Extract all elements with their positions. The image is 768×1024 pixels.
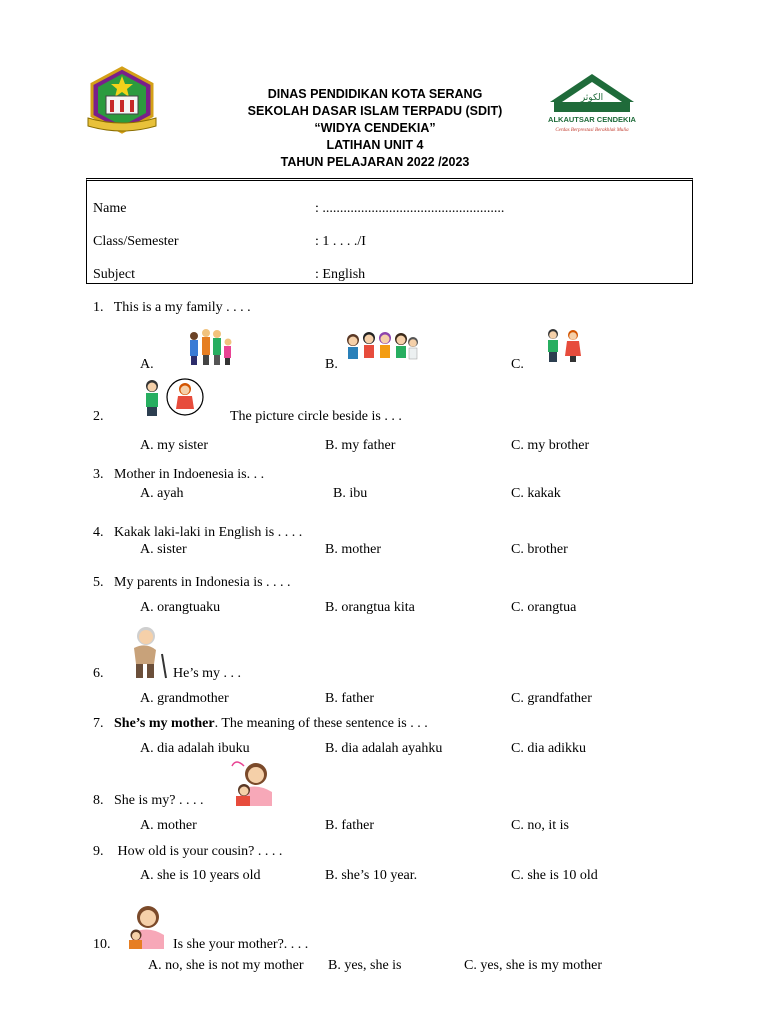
- q6-option-c[interactable]: C. grandfather: [511, 691, 592, 706]
- name-field[interactable]: : ....................................................: [315, 201, 505, 216]
- q4-option-c[interactable]: C. brother: [511, 542, 568, 557]
- question-6-number: 6.: [93, 666, 104, 681]
- question-6-text: He’s my . . .: [173, 666, 242, 681]
- subject-label: Subject: [93, 267, 135, 282]
- mother-and-child-picture: [124, 905, 168, 949]
- question-4: [93, 525, 302, 541]
- logo-right-name: ALKAUTSAR CENDEKIA: [548, 115, 636, 124]
- q8-option-b[interactable]: B. father: [325, 818, 374, 833]
- question-3: [93, 467, 264, 483]
- question-text: Mother in Indoenesia is. . .: [114, 467, 265, 482]
- q7-option-b[interactable]: B. dia adalah ayahku: [325, 741, 443, 756]
- question-8: [93, 793, 203, 809]
- question-text: How old is your cousin? . . . .: [117, 844, 283, 859]
- q4-option-b[interactable]: B. mother: [325, 542, 381, 557]
- subject-value: : English: [315, 267, 366, 282]
- q2-option-b[interactable]: B. my father: [325, 438, 396, 453]
- class-semester-field[interactable]: : 1 . . . ./I: [315, 234, 366, 249]
- alkautsar-cendekia-logo: [544, 72, 640, 136]
- name-label: Name: [93, 201, 127, 216]
- header-line-4: LATIHAN UNIT 4: [326, 138, 424, 152]
- question-10-number: 10.: [93, 937, 111, 952]
- q9-option-b[interactable]: B. she’s 10 year.: [325, 868, 418, 883]
- header-line-3: “WIDYA CENDEKIA”: [314, 121, 436, 135]
- q8-option-c[interactable]: C. no, it is: [511, 818, 569, 833]
- q4-option-a[interactable]: A. sister: [140, 542, 187, 557]
- q5-option-a[interactable]: A. orangtuaku: [140, 600, 221, 615]
- kota-serang-emblem-logo: [86, 66, 158, 134]
- question-5: [93, 575, 291, 591]
- q1-option-b[interactable]: B.: [325, 357, 338, 372]
- logo-right-tagline: Cerdas Berprestasi Berakhlak Mulia: [555, 128, 629, 133]
- q2-option-c[interactable]: C. my brother: [511, 438, 590, 453]
- question-text: My parents in Indonesia is . . . .: [114, 575, 291, 590]
- question-2-number: 2.: [93, 409, 104, 424]
- header-line-1: DINAS PENDIDIKAN KOTA SERANG: [267, 87, 483, 101]
- q9-option-a[interactable]: A. she is 10 years old: [140, 868, 261, 883]
- document-header: [210, 86, 540, 171]
- q6-option-a[interactable]: A. grandmother: [140, 691, 229, 706]
- question-number: 9.: [93, 844, 104, 859]
- q8-option-a[interactable]: A. mother: [140, 818, 197, 833]
- question-number: 1.: [93, 300, 104, 315]
- student-info-box: [86, 178, 693, 284]
- question-text: She is my? . . . .: [114, 793, 204, 808]
- q10-option-c[interactable]: C. yes, she is my mother: [464, 958, 603, 973]
- q9-option-c[interactable]: C. she is 10 old: [511, 868, 598, 883]
- question-number: 3.: [93, 467, 104, 482]
- question-text: Kakak laki-laki in English is . . . .: [114, 525, 303, 540]
- question-1: [93, 300, 251, 316]
- children-group-picture: [343, 328, 419, 368]
- q5-option-c[interactable]: C. orangtua: [511, 600, 577, 615]
- question-bold-phrase: She’s my mother: [114, 716, 215, 731]
- q3-option-b[interactable]: B. ibu: [333, 486, 368, 501]
- question-number: 7.: [93, 716, 104, 731]
- question-9: [93, 844, 282, 860]
- grandfather-picture: [120, 624, 170, 680]
- mother-hugging-child-picture: [226, 760, 276, 806]
- question-number: 4.: [93, 525, 104, 540]
- header-line-5: TAHUN PELAJARAN 2022 /2023: [280, 155, 470, 169]
- question-10-text: Is she your mother?. . . .: [173, 937, 309, 952]
- q6-option-b[interactable]: B. father: [325, 691, 374, 706]
- class-semester-label: Class/Semester: [93, 234, 179, 249]
- q7-option-a[interactable]: A. dia adalah ibuku: [140, 741, 250, 756]
- brother-sister-circle-picture: [138, 377, 208, 417]
- question-number: 8.: [93, 793, 104, 808]
- q10-option-b[interactable]: B. yes, she is: [328, 958, 402, 973]
- q1-option-c[interactable]: C.: [511, 357, 524, 372]
- q3-option-a[interactable]: A. ayah: [140, 486, 184, 501]
- question-2-text: The picture circle beside is . . .: [230, 409, 402, 424]
- q3-option-c[interactable]: C. kakak: [511, 486, 561, 501]
- question-text: . The meaning of these sentence is . . .: [214, 716, 428, 731]
- question-number: 5.: [93, 575, 104, 590]
- q5-option-b[interactable]: B. orangtua kita: [325, 600, 415, 615]
- two-kids-picture: [543, 326, 585, 364]
- family-group-picture: [184, 326, 236, 366]
- q7-option-c[interactable]: C. dia adikku: [511, 741, 587, 756]
- svg-text:الكوثر: الكوثر: [580, 93, 604, 103]
- q2-option-a[interactable]: A. my sister: [140, 438, 209, 453]
- q10-option-a[interactable]: A. no, she is not my mother: [148, 958, 304, 973]
- header-line-2: SEKOLAH DASAR ISLAM TERPADU (SDIT): [247, 104, 503, 118]
- q1-option-a[interactable]: A.: [140, 357, 154, 372]
- question-text: This is a my family . . . .: [113, 300, 251, 315]
- question-7: [93, 716, 428, 732]
